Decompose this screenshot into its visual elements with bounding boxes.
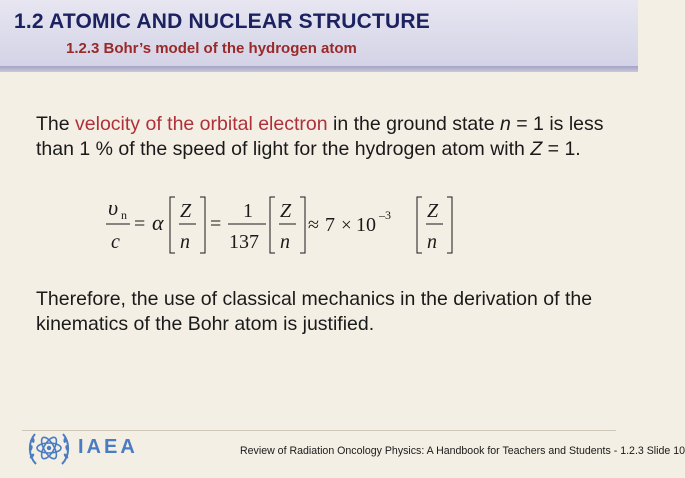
paragraph-conclusion: Therefore, the use of classical mechanics in the derivation of the kinematics of the Bohr atom is justified. [36, 288, 593, 335]
slide-subtitle: 1.2.3 Bohr’s model of the hydrogen atom [66, 40, 357, 57]
eq-bracket-left-1 [170, 197, 175, 253]
eq-alpha: α [152, 210, 164, 235]
eq-equals-1: = [134, 213, 146, 235]
eq-z-3: Z [427, 200, 439, 222]
eq-ten: 10 [356, 214, 376, 236]
p1-mid: in the ground state [327, 113, 500, 135]
eq-seven: 7 [325, 214, 335, 236]
eq-one: 1 [243, 200, 253, 222]
p1-end: = 1. [542, 138, 581, 160]
iaea-logo-icon [26, 426, 72, 470]
eq-bracket-left-2 [270, 197, 275, 253]
eq-subscript-n: n [121, 208, 127, 222]
eq-exponent: –3 [379, 208, 391, 222]
eq-bracket-right-1 [200, 197, 205, 253]
org-name: IAEA [78, 436, 138, 458]
eq-times: × [341, 215, 352, 236]
eq-c: c [111, 231, 120, 253]
p1-highlight: velocity of the orbital electron [75, 113, 328, 135]
eq-n-3: n [427, 231, 437, 253]
paragraph-velocity [36, 112, 626, 162]
eq-z-2: Z [280, 200, 292, 222]
p1-z-var: Z [530, 138, 543, 160]
footer-citation: Review of Radiation Oncology Physics: A Handbook for Teachers and Students - 1.2.3 Slide 10 [240, 445, 685, 457]
eq-bracket-left-3 [417, 197, 422, 253]
header-divider [0, 66, 638, 72]
slide-title: 1.2 ATOMIC AND NUCLEAR STRUCTURE [14, 10, 430, 33]
footer-divider [22, 430, 616, 431]
velocity-equation [100, 193, 460, 259]
p1-n-var: n [499, 113, 511, 135]
eq-bracket-right-3 [447, 197, 452, 253]
p1-pre: The [36, 113, 76, 135]
eq-upsilon: υ [108, 195, 119, 220]
eq-n-2: n [280, 231, 290, 253]
eq-equals-2: = [210, 213, 222, 235]
eq-n-1: n [180, 231, 190, 253]
eq-approx: ≈ [308, 214, 319, 236]
eq-137: 137 [229, 231, 259, 253]
p1-eq1: = 1 is less than 1 % of the speed of light for the hydrogen atom with [36, 113, 604, 160]
eq-bracket-right-2 [300, 197, 305, 253]
eq-z-1: Z [180, 200, 192, 222]
